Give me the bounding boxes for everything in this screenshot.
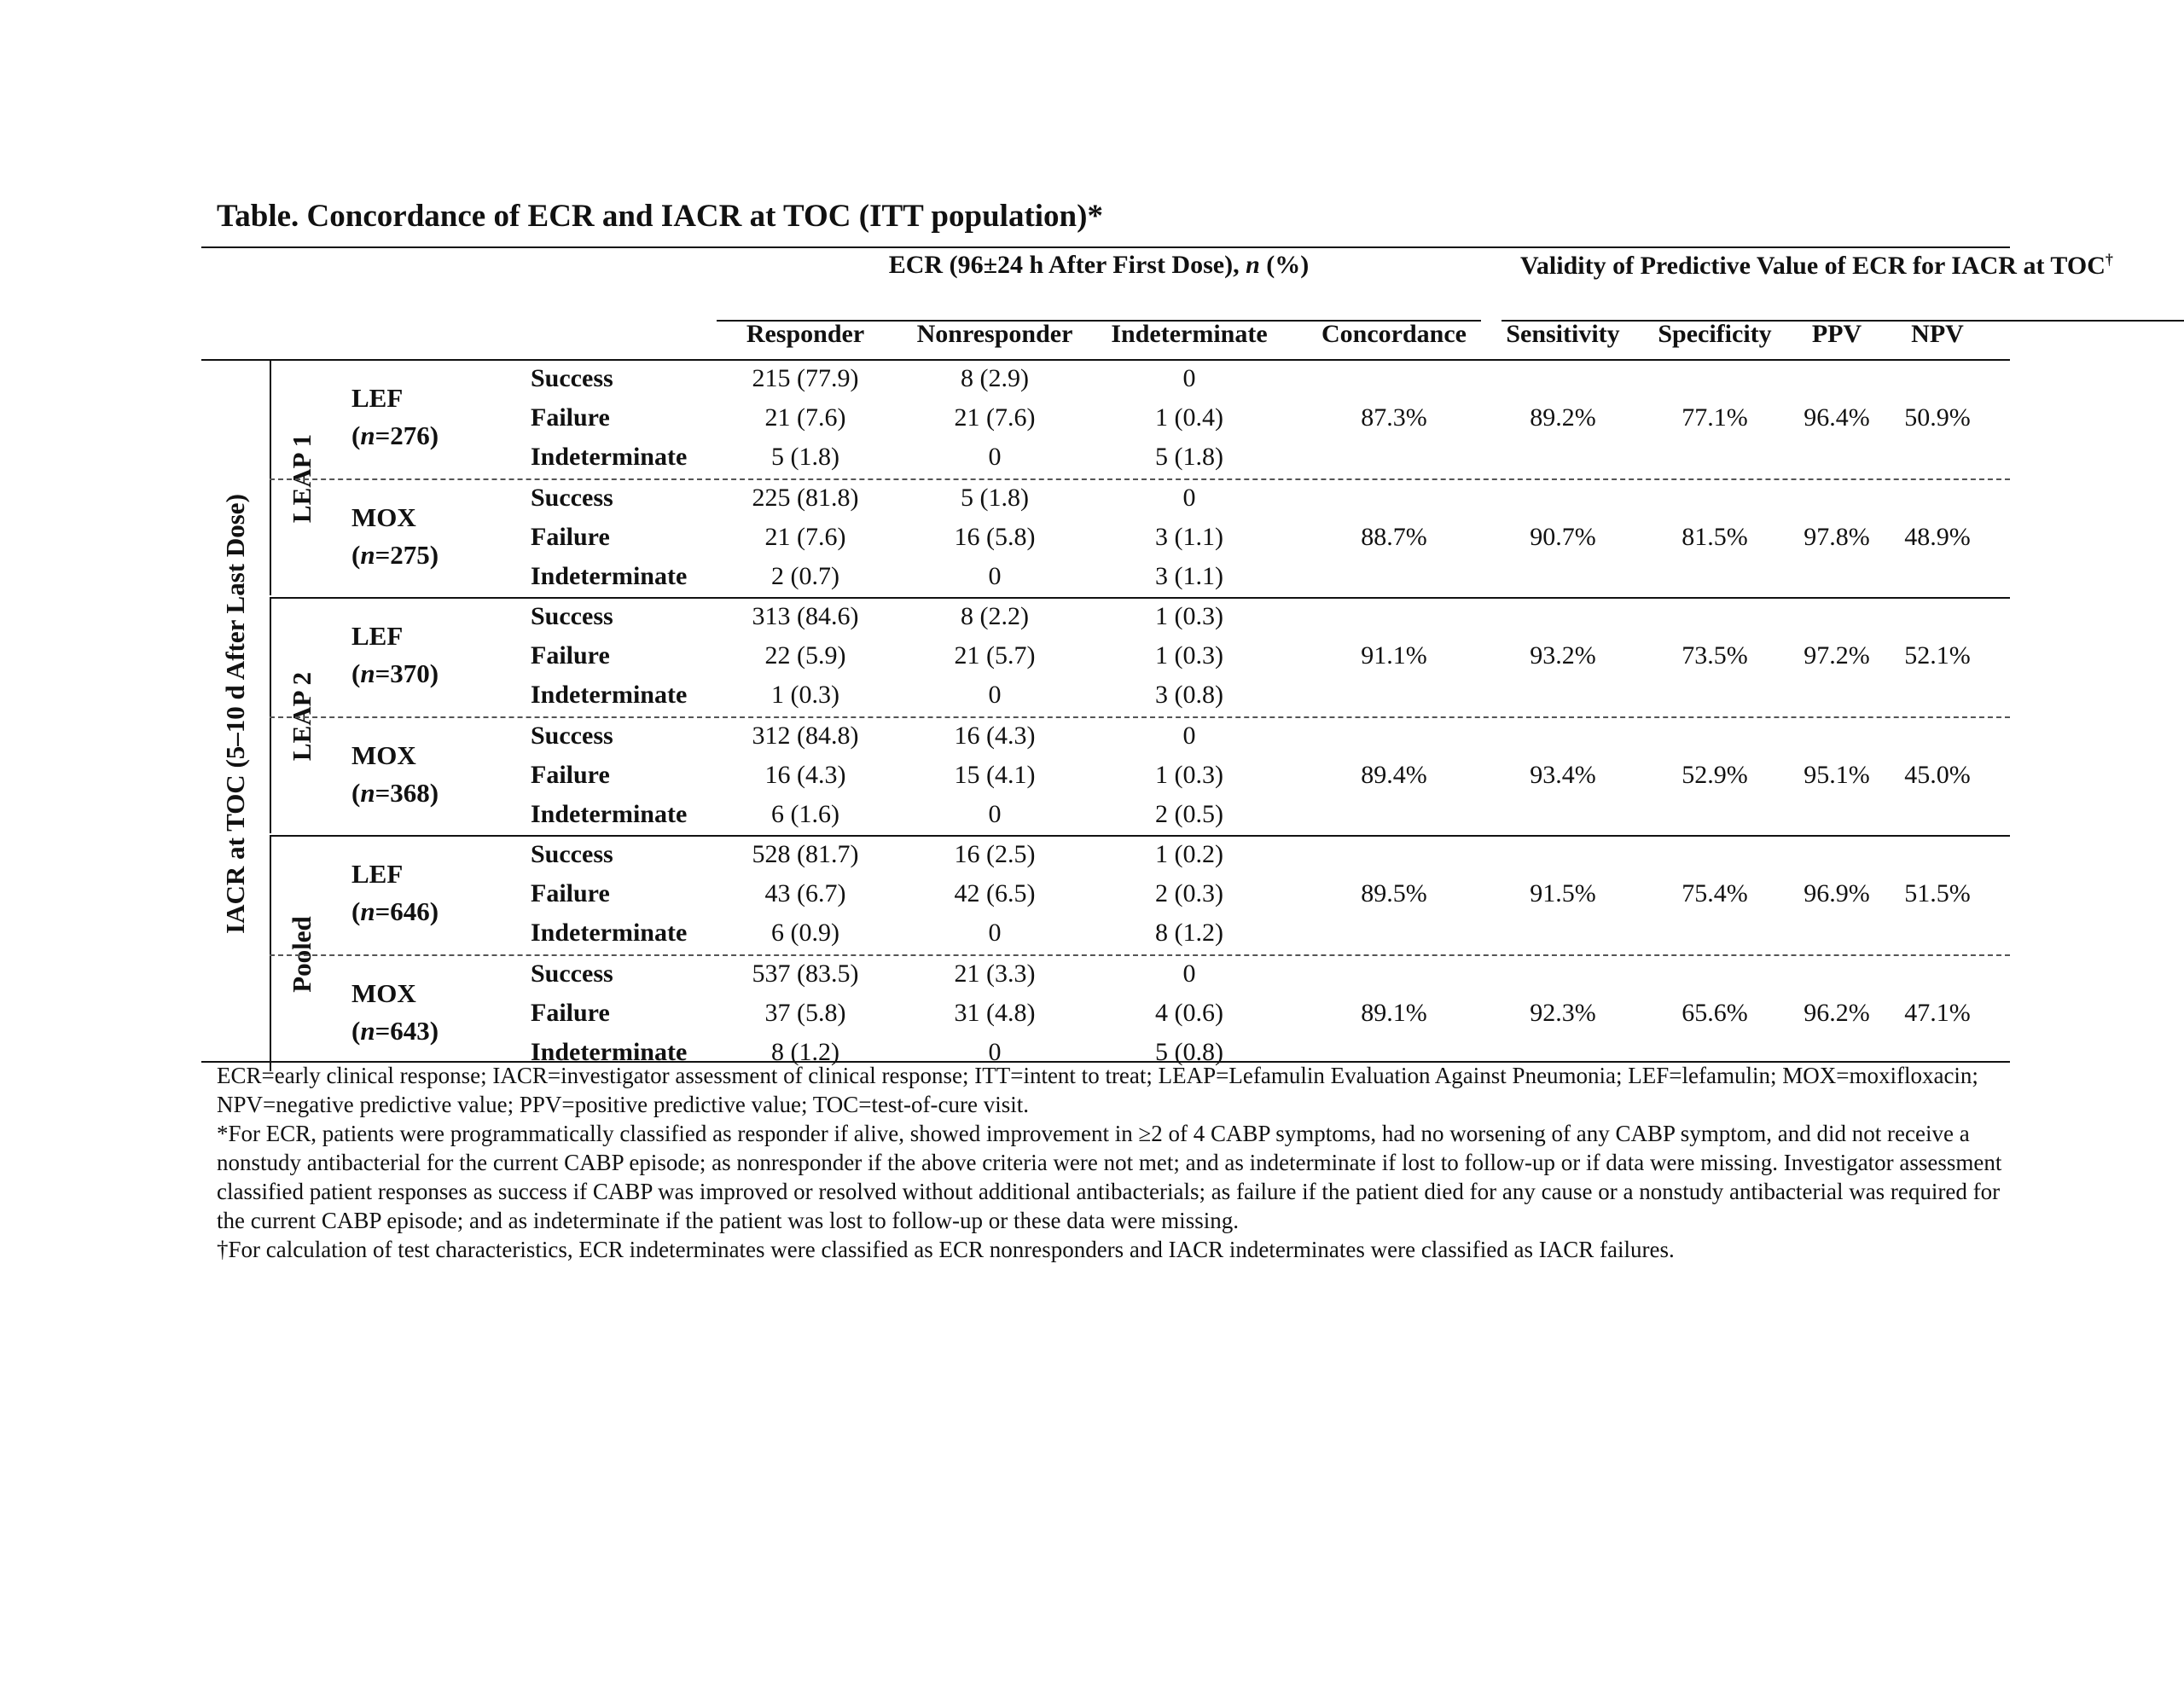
table-cell: 215 (77.9) [752, 364, 859, 392]
row-label-success: Success [531, 721, 613, 750]
table-cell: 225 (81.8) [752, 483, 859, 512]
table-cell: 1 (0.3) [771, 681, 839, 709]
table-cell: 313 (84.6) [752, 602, 859, 630]
arm-n-label: n [360, 896, 375, 926]
arm-drug: LEF [351, 859, 404, 889]
table-cell: 0 [988, 443, 1002, 471]
study-divider [270, 597, 271, 833]
table-cell: 21 (5.7) [954, 641, 1036, 670]
footnote-dagger: †For calculation of test characteristics, ECR indeterminates were classified as ECR nonresponders and IACR indeterminates were classified as IACR failures. [217, 1237, 1675, 1262]
arm-n-value: =643 [375, 1015, 430, 1046]
arm-n-value: =275 [375, 539, 430, 570]
validity-cell-npv: 51.5% [1904, 879, 1971, 907]
validity-cell-ppv: 97.8% [1804, 522, 1870, 551]
arm-n-label: n [360, 539, 375, 570]
arm-sample-size: (n=370) [351, 658, 439, 688]
validity-cell-specificity: 81.5% [1682, 522, 1748, 551]
arm-sample-size: (n=276) [351, 420, 439, 450]
table-cell: 1 (0.4) [1155, 403, 1223, 432]
arm-n-label: n [360, 1015, 375, 1046]
validity-cell-npv: 50.9% [1904, 403, 1971, 432]
table-cell: 16 (4.3) [954, 721, 1036, 750]
study-label-leap-1: LEAP 1 [287, 433, 317, 523]
arm-label [351, 975, 439, 1050]
validity-cell-sensitivity: 93.2% [1530, 641, 1596, 670]
row-label-indeterminate: Indeterminate [531, 681, 688, 709]
arm-sample-size: (n=643) [351, 1015, 439, 1046]
table-cell: 5 (0.8) [1155, 1037, 1223, 1066]
footnote-asterisk: *For ECR, patients were programmatically classified as responder if alive, showed improvement in ≥2 of 4 CABP symptoms, had no worsening of any CABP symptom, and did not receive a nonstudy antibacterial for the current CABP episode; as nonresponder if the above criteria were not met; and as indeterminate if lost to follow-up or if data were missing. Investigator assessment classified patient responses as success if CABP was improved or resolved without additional antibacterials; as failure if the patient died for any cause or a nonstudy antibacterial was required for the current CABP episode; and as indeterminate if the patient was lost to follow-up or these data were missing. [217, 1121, 2002, 1233]
study-label-leap-2: LEAP 2 [287, 671, 317, 761]
row-label-indeterminate: Indeterminate [531, 561, 688, 590]
validity-cell-sensitivity: 91.5% [1530, 879, 1596, 907]
table-cell: 537 (83.5) [752, 959, 859, 988]
arm-sample-size: (n=275) [351, 539, 439, 570]
validity-cell-sensitivity: 93.4% [1530, 760, 1596, 789]
table-cell: 6 (0.9) [771, 919, 839, 947]
arm-n-value: =646 [375, 896, 430, 926]
arm-label [351, 380, 439, 455]
table-cell: 1 (0.3) [1155, 760, 1223, 789]
column-header-ppv: PPV [1811, 320, 1862, 348]
validity-cell-sensitivity: 89.2% [1530, 403, 1596, 432]
validity-cell-ppv: 96.2% [1804, 998, 1870, 1027]
table-cell: 4 (0.6) [1155, 998, 1223, 1027]
row-label-indeterminate: Indeterminate [531, 799, 688, 828]
ecr-header-prefix: ECR (96±24 h After First Dose), [888, 251, 1246, 279]
validity-cell-concordance: 89.5% [1361, 879, 1427, 907]
table-cell: 5 (1.8) [771, 443, 839, 471]
footnotes [217, 1061, 2017, 1264]
column-header-npv: NPV [1911, 320, 1964, 348]
table-cell: 8 (2.2) [961, 602, 1029, 630]
arm-n-value: =370 [375, 658, 430, 688]
table-cell: 0 [988, 1037, 1002, 1066]
table-cell: 1 (0.3) [1155, 602, 1223, 630]
table-cell: 0 [1182, 483, 1196, 512]
table-cell: 22 (5.9) [764, 641, 846, 670]
table-cell: 0 [988, 799, 1002, 828]
row-label-success: Success [531, 602, 613, 630]
table-cell: 528 (81.7) [752, 840, 859, 868]
row-label-failure: Failure [531, 760, 610, 789]
ecr-header-n: n [1246, 251, 1260, 279]
row-label-failure: Failure [531, 641, 610, 670]
study-label-pooled: Pooled [287, 915, 317, 993]
arm-sample-size: (n=646) [351, 896, 439, 926]
validity-cell-ppv: 96.4% [1804, 403, 1870, 432]
table-title: Table. Concordance of ECR and IACR at TOC (ITT population)* [217, 199, 1103, 234]
table-cell: 5 (1.8) [961, 483, 1029, 512]
table-cell: 43 (6.7) [764, 879, 846, 907]
validity-cell-concordance: 87.3% [1361, 403, 1427, 432]
row-label-indeterminate: Indeterminate [531, 1037, 688, 1066]
table-cell: 1 (0.2) [1155, 840, 1223, 868]
table-cell: 8 (1.2) [771, 1037, 839, 1066]
table-cell: 15 (4.1) [954, 760, 1036, 789]
column-header-indeterminate: Indeterminate [1111, 320, 1268, 348]
arm-sample-size: (n=368) [351, 777, 439, 808]
column-header-responder: Responder [746, 320, 865, 348]
row-label-success: Success [531, 364, 613, 392]
table-cell: 42 (6.5) [954, 879, 1036, 907]
validity-cell-concordance: 88.7% [1361, 522, 1427, 551]
iacr-axis-label: IACR at TOC (5–10 d After Last Dose) [220, 494, 250, 934]
table-cell: 16 (2.5) [954, 840, 1036, 868]
validity-cell-specificity: 75.4% [1682, 879, 1748, 907]
validity-cell-ppv: 97.2% [1804, 641, 1870, 670]
table-cell: 0 [988, 561, 1002, 590]
row-label-indeterminate: Indeterminate [531, 919, 688, 947]
table-cell: 0 [988, 681, 1002, 709]
table-cell: 3 (0.8) [1155, 681, 1223, 709]
table-cell: 1 (0.3) [1155, 641, 1223, 670]
table-cell: 16 (4.3) [764, 760, 846, 789]
validity-cell-specificity: 52.9% [1682, 760, 1748, 789]
table-cell: 0 [988, 919, 1002, 947]
row-label-failure: Failure [531, 403, 610, 432]
table-cell: 3 (1.1) [1155, 522, 1223, 551]
table-cell: 0 [1182, 364, 1196, 392]
table-cell: 37 (5.8) [764, 998, 846, 1027]
validity-cell-npv: 47.1% [1904, 998, 1971, 1027]
table-cell: 21 (7.6) [954, 403, 1036, 432]
validity-cell-npv: 45.0% [1904, 760, 1971, 789]
table-cell: 16 (5.8) [954, 522, 1036, 551]
table-cell: 21 (7.6) [764, 403, 846, 432]
arm-label [351, 499, 439, 574]
arm-drug: LEF [351, 383, 404, 413]
column-header-nonresponder: Nonresponder [916, 320, 1073, 348]
validity-cell-concordance: 89.1% [1361, 998, 1427, 1027]
arm-n-label: n [360, 658, 375, 688]
ecr-group-header [717, 251, 1481, 280]
column-header-specificity: Specificity [1658, 320, 1772, 348]
table-top-rule [201, 246, 2010, 248]
arm-drug: MOX [351, 977, 416, 1008]
validity-cell-sensitivity: 92.3% [1530, 998, 1596, 1027]
column-header-concordance: Concordance [1321, 320, 1467, 348]
table-cell: 8 (2.9) [961, 364, 1029, 392]
row-label-failure: Failure [531, 522, 610, 551]
table-cell: 0 [1182, 721, 1196, 750]
dagger-mark: † [2105, 251, 2113, 268]
table-cell: 6 (1.6) [771, 799, 839, 828]
study-divider [270, 359, 271, 595]
arm-label [351, 617, 439, 693]
row-label-success: Success [531, 483, 613, 512]
validity-group-header [1520, 251, 2113, 281]
arm-n-label: n [360, 420, 375, 450]
row-label-failure: Failure [531, 879, 610, 907]
arm-n-label: n [360, 777, 375, 808]
validity-cell-sensitivity: 90.7% [1530, 522, 1596, 551]
study-divider [270, 835, 271, 1071]
row-label-success: Success [531, 840, 613, 868]
footnote-abbreviations: ECR=early clinical response; IACR=investigator assessment of clinical response; ITT=intent to treat; LEAP=Lefamulin Evaluation Against Pneumonia; LEF=lefamulin; MOX=moxifloxacin; NPV=negative predictive value; PPV=positive predictive value; TOC=test-of-cure visit. [217, 1063, 1978, 1117]
arm-label [351, 855, 439, 930]
validity-cell-concordance: 89.4% [1361, 760, 1427, 789]
validity-cell-npv: 48.9% [1904, 522, 1971, 551]
validity-cell-ppv: 95.1% [1804, 760, 1870, 789]
validity-cell-ppv: 96.9% [1804, 879, 1870, 907]
column-header-sensitivity: Sensitivity [1506, 320, 1620, 348]
arm-n-value: =276 [375, 420, 430, 450]
validity-cell-specificity: 77.1% [1682, 403, 1748, 432]
validity-cell-specificity: 73.5% [1682, 641, 1748, 670]
arm-label [351, 737, 439, 812]
table-cell: 5 (1.8) [1155, 443, 1223, 471]
table-cell: 312 (84.8) [752, 721, 859, 750]
table-cell: 3 (1.1) [1155, 561, 1223, 590]
table-cell: 21 (7.6) [764, 522, 846, 551]
table-cell: 8 (1.2) [1155, 919, 1223, 947]
row-label-failure: Failure [531, 998, 610, 1027]
arm-n-value: =368 [375, 777, 430, 808]
table-cell: 31 (4.8) [954, 998, 1036, 1027]
arm-drug: MOX [351, 739, 416, 770]
validity-cell-concordance: 91.1% [1361, 641, 1427, 670]
validity-cell-specificity: 65.6% [1682, 998, 1748, 1027]
row-label-indeterminate: Indeterminate [531, 443, 688, 471]
validity-header-text: Validity of Predictive Value of ECR for IACR at TOC [1520, 252, 2106, 280]
row-label-success: Success [531, 959, 613, 988]
table-cell: 2 (0.5) [1155, 799, 1223, 828]
validity-cell-npv: 52.1% [1904, 641, 1971, 670]
table-cell: 2 (0.3) [1155, 879, 1223, 907]
arm-drug: MOX [351, 501, 416, 532]
ecr-header-suffix: (%) [1259, 251, 1310, 279]
table-cell: 0 [1182, 959, 1196, 988]
table-cell: 21 (3.3) [954, 959, 1036, 988]
arm-drug: LEF [351, 621, 404, 651]
table-cell: 2 (0.7) [771, 561, 839, 590]
